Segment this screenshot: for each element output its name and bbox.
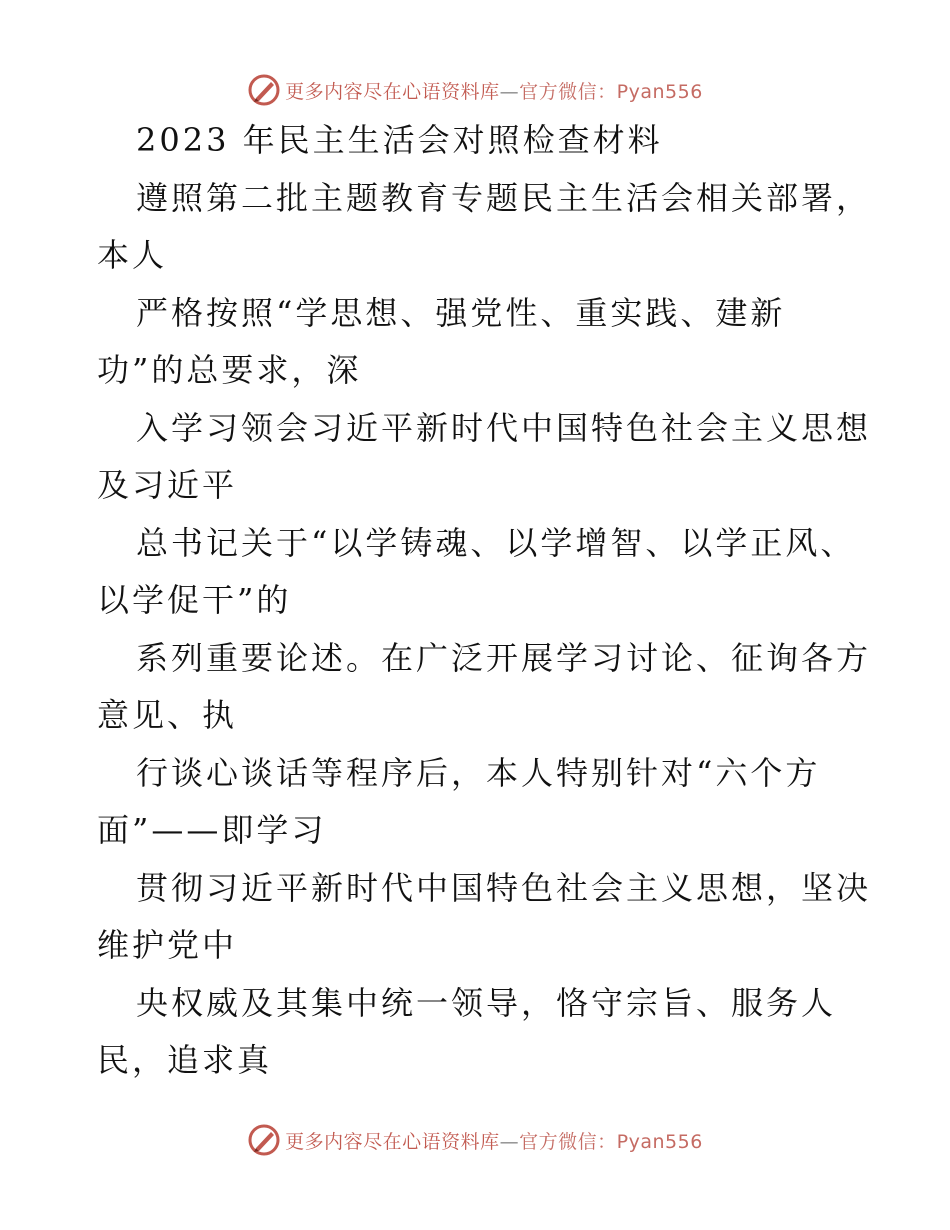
text-line: 及习近平 [97,466,238,504]
text-line: 严格按照“学思想、强党性、重实践、建新 [136,293,786,332]
text-line: 民，追求真 [97,1041,273,1079]
watermark-text [285,1127,703,1154]
text-line: 总书记关于“以学铸魂、以学增智、以学正风、 [136,523,856,562]
document-body [0,112,950,1090]
watermark-text [285,77,703,104]
text-line: 央权威及其集中统一领导，恪守宗旨、服务人 [136,983,837,1022]
text-line: 系列重要论述。在广泛开展学习讨论、征询各方 [136,638,872,677]
pen-logo-icon [247,73,281,107]
text-line: 意见、执 [97,696,238,734]
text-line: 本人 [97,236,168,274]
text-line: 维护党中 [97,926,238,964]
watermark-wechat: 官方微信：Pyan556 [519,80,703,103]
text-line: 贯彻习近平新时代中国特色社会主义思想，坚决 [136,868,872,907]
footer-watermark [0,1120,950,1160]
document-title: 2023 年民主生活会对照检查材料 [136,121,663,159]
text-line: 以学促干”的 [97,581,292,619]
text-line: 功”的总要求，深 [97,351,362,389]
watermark-separator: — [499,1130,520,1153]
header-watermark [0,70,950,110]
text-line: 入学习领会习近平新时代中国特色社会主义思想 [136,408,872,447]
watermark-main: 更多内容尽在心语资料库 [285,80,500,103]
watermark-separator: — [499,80,520,103]
text-line: 面”——即学习 [97,811,327,849]
watermark-wechat: 官方微信：Pyan556 [519,1130,703,1153]
text-line: 行谈心谈话等程序后，本人特别针对“六个方 [136,753,821,792]
text-line: 遵照第二批主题教育专题民主生活会相关部署， [136,178,872,217]
watermark-main: 更多内容尽在心语资料库 [285,1130,500,1153]
pen-logo-icon [247,1123,281,1157]
